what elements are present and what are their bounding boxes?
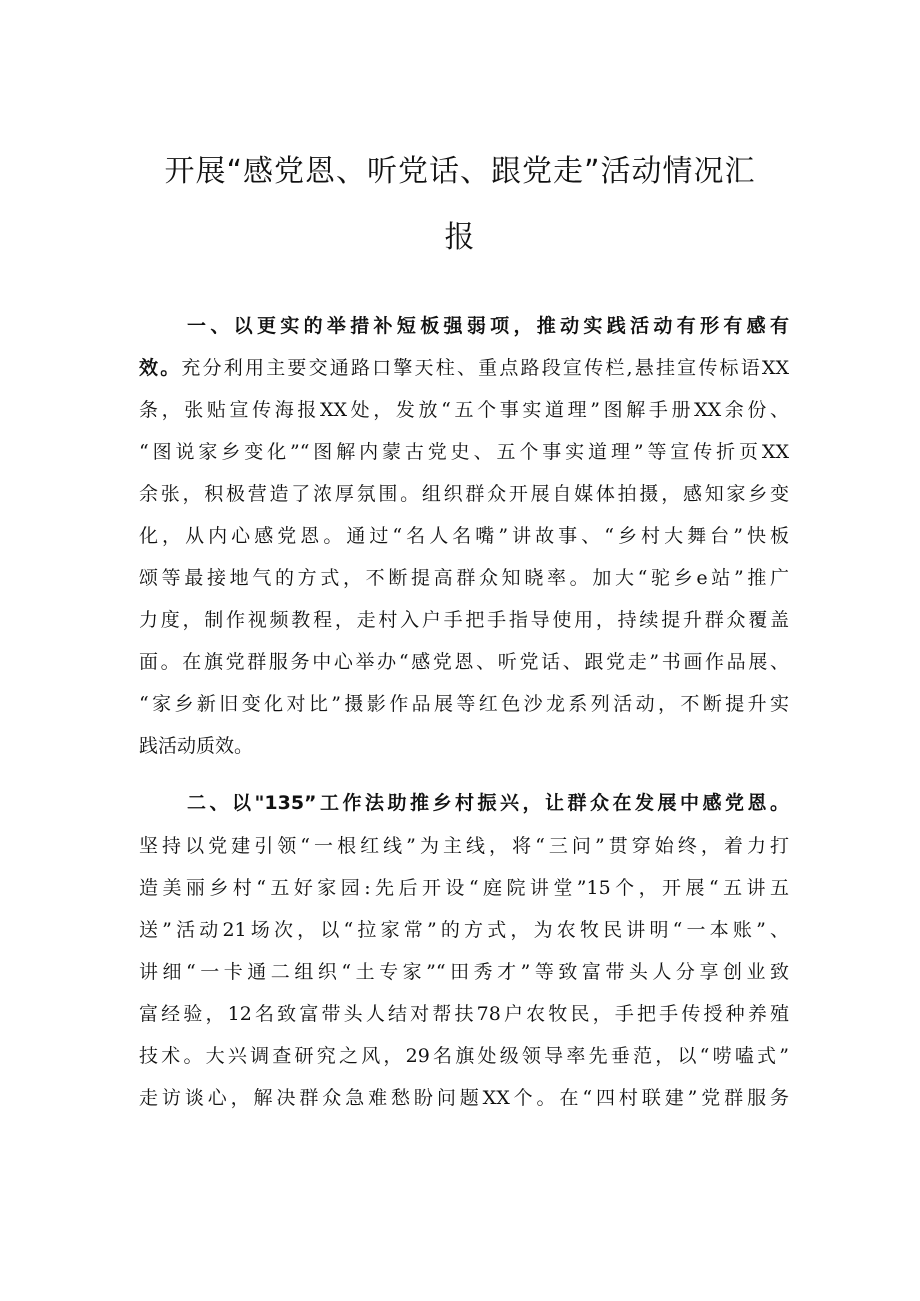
section2-paragraph-line-4: 讲细“一卡通二组织“土专家”“田秀才”等致富带头人分享创业致 xyxy=(139,961,789,983)
section1-heading-line-2: 效。 xyxy=(139,357,182,379)
section2-paragraph-line-1: 坚持以党建引领“一根红线”为主线，将“三问”贯穿始终，着力打 xyxy=(139,835,789,857)
section2-paragraph-line-3: 送”活动21场次，以“拉家常”的方式，为农牧民讲明“一本账”、 xyxy=(139,919,789,941)
section1-paragraph-line-6: 化，从内心感党恩。通过“名人名嘴”讲故事、“乡村大舞台”快板 xyxy=(139,525,789,547)
section1-paragraph-line-8: 力度，制作视频教程，走村入户手把手指导使用，持续提升群众覆盖 xyxy=(139,609,789,631)
section1-paragraph-line-9: 面。在旗党群服务中心举办“感党恩、听党话、跟党走”书画作品展、 xyxy=(139,651,789,673)
section2-paragraph-line-2: 造美丽乡村“五好家园:先后开设“庭院讲堂”15个，开展“五讲五 xyxy=(139,877,789,899)
section1-paragraph-line-4: “图说家乡变化”“图解内蒙古党史、五个事实道理”等宣传折页XX xyxy=(139,441,789,463)
section1-paragraph-line-10: “家乡新旧变化对比”摄影作品展等红色沙龙系列活动，不断提升实 xyxy=(139,693,789,715)
document-title-line-1: 开展“感党恩、听党话、跟党走”活动情况汇 xyxy=(164,154,756,189)
section1-paragraph-line-7: 颂等最接地气的方式，不断提高群众知晓率。加大“驼乡e站”推广 xyxy=(139,567,789,589)
section1-heading-line-1: 一、以更实的举措补短板强弱项，推动实践活动有形有感有 xyxy=(187,315,789,337)
section2-heading: 二、以"135”工作法助推乡村振兴，让群众在发展中感党恩。 xyxy=(187,792,789,814)
section1-paragraph-line-11: 践活动质效。 xyxy=(139,735,254,757)
section2-paragraph-line-7: 走访谈心，解决群众急难愁盼问题XX个。在“四村联建”党群服务 xyxy=(139,1087,789,1109)
section1-paragraph-line-5: 余张，积极营造了浓厚氛围。组织群众开展自媒体拍摄，感知家乡变 xyxy=(139,483,789,505)
section2-paragraph-line-6: 技术。大兴调查研究之风，29名旗处级领导率先垂范，以“唠嗑式” xyxy=(139,1045,789,1067)
section1-paragraph-line-3: 条，张贴宣传海报XX处，发放“五个事实道理”图解手册XX余份、 xyxy=(139,399,789,421)
section2-paragraph-line-5: 富经验，12名致富带头人结对帮扶78户农牧民，手把手传授种养殖 xyxy=(139,1003,789,1025)
section1-paragraph-line-2 xyxy=(139,351,789,385)
document-title-line-2: 报 xyxy=(444,220,476,255)
section1-line-2-text: 充分利用主要交通路口擎天柱、重点路段宣传栏,悬挂宣传标语XX xyxy=(181,357,789,379)
